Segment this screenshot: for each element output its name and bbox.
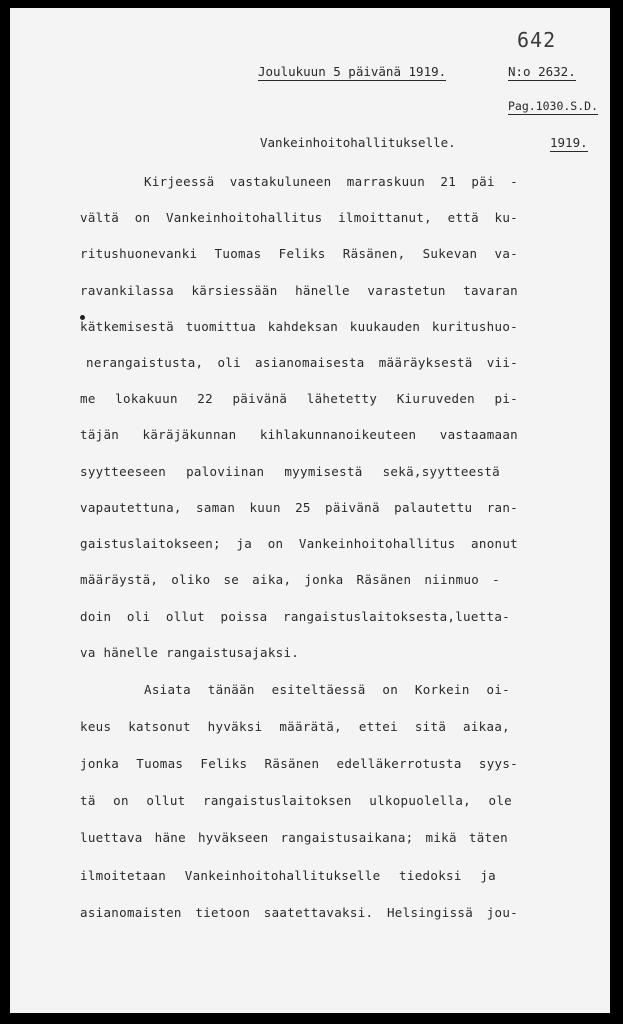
body-line: doin oli ollut poissa rangaistuslaitoksesta,luetta-: [80, 609, 510, 624]
body-line: tä on ollut rangaistuslaitoksen ulkopuolella, ole: [80, 793, 512, 808]
document-page: [10, 8, 610, 1013]
document-number: N:o 2632.: [508, 64, 576, 79]
body-line: keus katsonut hyväksi määrätä, ettei sitä aikaa,: [80, 719, 510, 734]
body-line: syytteeseen paloviinan myymisestä sekä,syytteestä: [80, 464, 500, 479]
folio-number: 642: [517, 28, 557, 52]
body-line: Asiata tänään esiteltäessä on Korkein oi-: [144, 682, 510, 697]
body-line: asianomaisten tietoon saatettavaksi. Helsingissä jou-: [80, 905, 518, 920]
body-line: me lokakuun 22 päivänä lähetetty Kiuruveden pi-: [80, 391, 518, 406]
body-line: vapautettuna, saman kuun 25 päivänä palautettu ran-: [80, 500, 518, 515]
body-line: ritushuonevanki Tuomas Feliks Räsänen, Sukevan va-: [80, 246, 518, 261]
body-line: jonka Tuomas Feliks Räsänen edelläkerrotusta syys-: [80, 756, 518, 771]
addressee: Vankeinhoitohallitukselle.: [260, 135, 456, 150]
page-reference: Pag.1030.S.D.: [508, 99, 599, 113]
body-line: ilmoitetaan Vankeinhoitohallitukselle tiedoksi ja: [80, 868, 496, 883]
body-line: va hänelle rangaistusajaksi.: [80, 645, 300, 660]
body-line: luettava häne hyväkseen rangaistusaikana; mikä täten: [80, 830, 508, 845]
body-line: gaistuslaitokseen; ja on Vankeinhoitohallitus anonut: [80, 536, 518, 551]
reference-year: 1919.: [550, 135, 588, 150]
date-line: Joulukuun 5 päivänä 1919.: [258, 64, 447, 79]
body-line: määräystä, oliko se aika, jonka Räsänen niinmuo -: [80, 572, 500, 587]
body-line: nerangaistusta, oli asianomaisesta määräyksestä vii-: [86, 355, 518, 370]
body-line: Kirjeessä vastakuluneen marraskuun 21 päi -: [144, 174, 518, 189]
body-line: ravankilassa kärsiessään hänelle varastetun tavaran: [80, 283, 518, 298]
body-line: vältä on Vankeinhoitohallitus ilmoittanut, että ku-: [80, 210, 518, 225]
body-line: kätkemisestä tuomittua kahdeksan kuukauden kuritushuo-: [80, 319, 518, 334]
body-line: täjän käräjäkunnan kihlakunnanoikeuteen vastaamaan: [80, 427, 518, 442]
